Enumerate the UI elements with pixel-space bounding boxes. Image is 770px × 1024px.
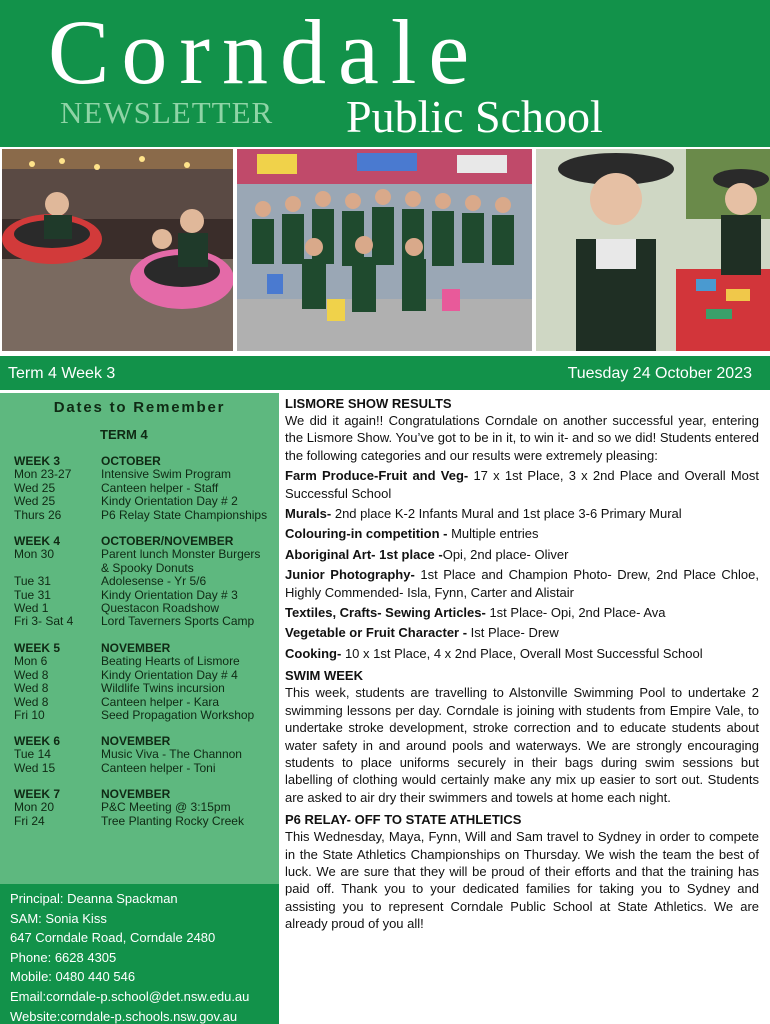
- event-name: P&C Meeting @ 3:15pm: [101, 800, 231, 815]
- week-label: WEEK 4: [14, 534, 61, 548]
- result-label: Aboriginal Art- 1st place -: [285, 546, 443, 562]
- week-label: WEEK 5: [14, 641, 61, 655]
- event-name: Music Viva - The Channon: [101, 747, 242, 762]
- public-school-label: Public School: [346, 91, 603, 142]
- event-name: Tree Planting Rocky Creek: [101, 813, 244, 828]
- result-text: Multiple entries: [447, 526, 539, 542]
- month-label: OCTOBER/NOVEMBER: [101, 534, 234, 548]
- newsletter-header: [0, 0, 770, 147]
- swim-body: This week, students are travelling to Alstonville Swimming Pool to undertake 2 swimming lessons per day. Corndale is joining with students from Empire Vale, to undertake stroke development, stroke correction and to educate students about water safety in and around pools and waterways. We are strongly encouraging students to place uniforms securely in their bags during swim sessions but labelling of clothing would certainly make any mix up easier to sort out. Students are asked to air dry their swimmers and towels at home each night.: [285, 685, 759, 805]
- result-label: Junior Photography-: [285, 567, 415, 583]
- event-name: & Spooky Donuts: [101, 560, 194, 575]
- event-day: Tue 14: [14, 747, 51, 762]
- term-date-bar: [0, 356, 770, 390]
- event-name: Canteen helper - Kara: [101, 694, 220, 709]
- month-label: NOVEMBER: [101, 734, 171, 748]
- event-day: Mon 30: [14, 547, 55, 562]
- result-label: Cooking-: [285, 645, 342, 661]
- week-label: WEEK 6: [14, 734, 61, 748]
- relay-body: This Wednesday, Maya, Fynn, Will and Sam travel to Sydney in order to compete in the State Athletics Championships on Thursday. We wish the team the best of luck. We are sure that they will be proud of their efforts and that the training has paid off. Thank you to your dedicated families for taking you to Sydney and assisting you to represent Corndale Public School at State Athletics. We are already proud of you all!: [285, 829, 759, 932]
- event-day: [14, 562, 98, 575]
- school-contact-panel: [0, 884, 279, 1024]
- email-link[interactable]: Email:corndale-p.school@det.nsw.edu.au: [10, 988, 250, 1004]
- event-name: P6 Relay State Championships: [101, 507, 268, 522]
- result-text: 1st Place- Opi, 2nd Place- Ava: [485, 605, 666, 621]
- bumper-cars-photo: [2, 149, 233, 351]
- event-day: Wed 15: [14, 760, 56, 775]
- lismore-intro: We did it again!! Congratulations Corndale on another successful year, entering the Lismore Show. You’ve got to be in it, to win it- and so we did! Students entered the following categories and our results were extremely pleasing:: [285, 413, 759, 463]
- result-text: 17 x 1st Place, 3 x 2nd Place and Overall Most Successful School: [285, 468, 760, 501]
- event-day: Mon 23-27: [14, 467, 72, 482]
- event-name: Adolesense - Yr 5/6: [101, 574, 207, 589]
- result-item: [285, 525, 759, 542]
- result-label: Murals-: [285, 506, 332, 522]
- result-item: [285, 624, 759, 641]
- result-item: [285, 604, 759, 621]
- event-name: Parent lunch Monster Burgers: [101, 547, 261, 562]
- principal-name: Principal: Deanna Spackman: [10, 891, 178, 906]
- result-text: 10 x 1st Place, 4 x 2nd Place, Overall Most Successful School: [341, 645, 703, 661]
- issue-date-label: Tuesday 24 October 2023: [567, 365, 752, 382]
- event-day: Wed 25: [14, 494, 56, 509]
- result-label: Textiles, Crafts- Sewing Articles-: [285, 605, 486, 621]
- website-link[interactable]: Website:corndale-p.schools.nsw.gov.au: [10, 1008, 238, 1024]
- sam-name: SAM: Sonia Kiss: [10, 910, 107, 926]
- school-address: 647 Corndale Road, Corndale 2480: [10, 930, 216, 946]
- event-name: Canteen helper - Staff: [101, 480, 219, 495]
- event-day: Tue 31: [14, 587, 51, 602]
- event-name: Beating Hearts of Lismore: [101, 654, 240, 669]
- term-week-label: Term 4 Week 3: [8, 365, 116, 382]
- result-item: [285, 505, 759, 522]
- result-item: [285, 566, 759, 601]
- event-day: Fri 24: [14, 813, 45, 828]
- event-day: Mon 20: [14, 800, 55, 815]
- result-label: Vegetable or Fruit Character -: [285, 625, 468, 641]
- event-day: Tue 31: [14, 574, 51, 589]
- newsletter-body: [285, 394, 759, 933]
- event-name: Seed Propagation Workshop: [101, 708, 255, 723]
- dates-heading: Dates to Remember: [53, 399, 226, 416]
- term-heading: TERM 4: [100, 427, 148, 442]
- month-label: NOVEMBER: [101, 641, 171, 655]
- mobile-number: Mobile: 0480 440 546: [10, 969, 136, 985]
- students-with-showbags-photo: [237, 149, 532, 351]
- event-name: Intensive Swim Program: [101, 467, 232, 482]
- event-name: Kindy Orientation Day # 2: [101, 494, 238, 509]
- event-day: Mon 6: [14, 654, 48, 669]
- event-name: Wildlife Twins incursion: [101, 681, 225, 696]
- week-label: WEEK 3: [14, 454, 61, 468]
- event-day: Wed 8: [14, 681, 49, 696]
- result-text: 2nd place K-2 Infants Mural and 1st place 3-6 Primary Mural: [331, 506, 682, 522]
- school-name-title: Corndale: [48, 1, 482, 103]
- event-day: Wed 1: [14, 601, 49, 616]
- result-item: [285, 546, 759, 563]
- result-text: Opi, 2nd place- Oliver: [442, 546, 569, 562]
- result-label: Colouring-in competition -: [285, 526, 448, 542]
- event-day: Fri 10: [14, 708, 45, 723]
- event-day: Thurs 26: [14, 507, 62, 522]
- event-name: Lord Taverners Sports Camp: [101, 614, 255, 629]
- dates-to-remember-panel: [0, 393, 279, 885]
- swim-heading: SWIM WEEK: [285, 668, 363, 684]
- relay-heading: P6 RELAY- OFF TO STATE ATHLETICS: [285, 812, 522, 828]
- result-label: Farm Produce-Fruit and Veg-: [285, 468, 469, 484]
- result-text: Ist Place- Drew: [467, 625, 559, 641]
- week-label: WEEK 7: [14, 787, 61, 801]
- event-day: Wed 8: [14, 667, 49, 682]
- event-day: Wed 8: [14, 694, 49, 709]
- event-name: Canteen helper - Toni: [101, 760, 216, 775]
- event-name: Kindy Orientation Day # 4: [101, 667, 238, 682]
- student-art-stall-photo: [536, 149, 770, 351]
- event-day: Wed 25: [14, 480, 56, 495]
- lismore-heading: LISMORE SHOW RESULTS: [285, 396, 452, 411]
- result-text: 1st Place and Champion Photo- Drew, 2nd Place Chloe, Highly Commended- Isla, Fynn, Carter and Alistair: [285, 567, 759, 600]
- event-day: Fri 3- Sat 4: [14, 614, 74, 629]
- newsletter-label: NEWSLETTER: [60, 95, 274, 130]
- result-item: [285, 467, 759, 502]
- phone-number: Phone: 6628 4305: [10, 949, 117, 965]
- month-label: NOVEMBER: [101, 787, 171, 801]
- month-label: OCTOBER: [101, 454, 161, 468]
- event-name: Kindy Orientation Day # 3: [101, 587, 238, 602]
- result-item: [285, 645, 759, 662]
- event-name: Questacon Roadshow: [101, 601, 220, 616]
